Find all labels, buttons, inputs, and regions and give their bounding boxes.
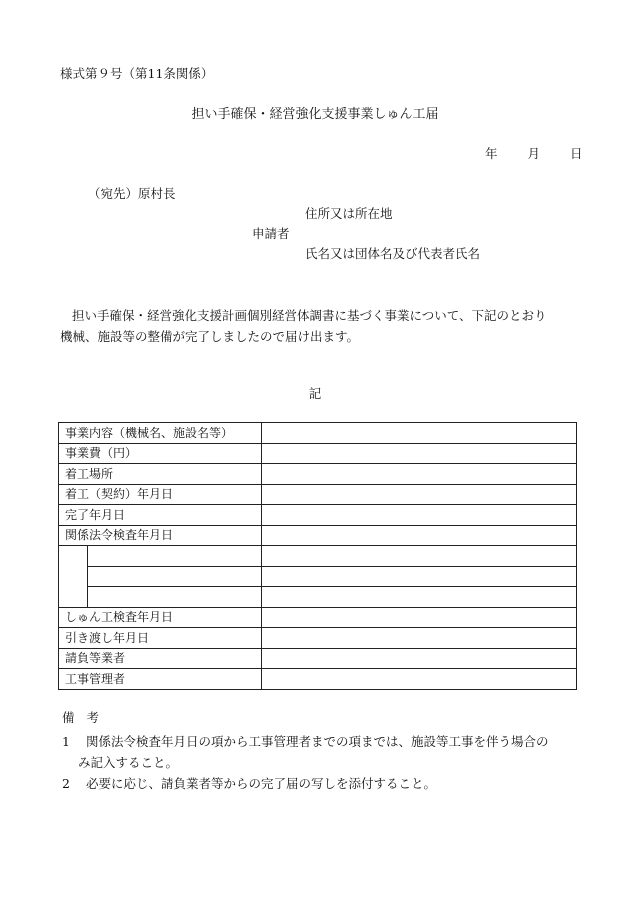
notes-title: 備考 (62, 710, 112, 725)
date-year: 年 (485, 146, 498, 161)
table-row (59, 484, 577, 505)
body-line-2: 機械、施設等の整備が完了しましたので届け出ます。 (60, 329, 360, 344)
table-row (59, 607, 577, 628)
note-text-2: 必要に応じ、請負業者等からの完了届の写しを添付すること。 (86, 776, 437, 791)
inspection-indent-cell (59, 546, 88, 608)
addressee: （宛先）原村長 (88, 186, 176, 201)
contractor-value[interactable] (262, 648, 577, 669)
start-date-value[interactable] (262, 484, 577, 505)
delivery-date-value[interactable] (262, 628, 577, 649)
applicant-address-label: 住所又は所在地 (305, 206, 393, 221)
applicant-name-label: 氏名又は団体名及び代表者氏名 (305, 246, 481, 261)
construction-site-value[interactable] (262, 464, 577, 485)
start-date-label: 着工（契約）年月日 (59, 484, 262, 505)
table-row (59, 628, 577, 649)
completion-inspection-date-value[interactable] (262, 607, 577, 628)
ki-heading: 記 (308, 386, 322, 401)
date-month: 月 (527, 146, 541, 161)
table-row (59, 587, 577, 608)
note-text-1: 関係法令検査年月日の項から工事管理者までの項までは、施設等工事を伴う場合の (86, 734, 549, 749)
note-item-2 (62, 773, 582, 794)
body-text (60, 305, 582, 347)
inspection-sub-value-2[interactable] (262, 566, 577, 587)
inspection-sub-label-2[interactable] (87, 566, 261, 587)
construction-manager-value[interactable] (262, 669, 577, 690)
construction-manager-label: 工事管理者 (59, 669, 262, 690)
table-row (59, 546, 577, 567)
table-row (59, 423, 577, 444)
note-item-1 (62, 731, 582, 773)
table-row (59, 464, 577, 485)
completion-inspection-date-label: しゅん工検査年月日 (59, 607, 262, 628)
contractor-label: 請負等業者 (59, 648, 262, 669)
table-row (59, 443, 577, 464)
note-number-2: 2 (62, 776, 70, 791)
document-title: 担い手確保・経営強化支援事業しゅん工届 (191, 107, 439, 122)
inspection-sub-value-1[interactable] (262, 546, 577, 567)
form-number: 様式第９号（第11条関係） (60, 66, 214, 81)
body-line-1: 担い手確保・経営強化支援計画個別経営体調書に基づく事業について、下記のとおり (72, 308, 547, 323)
table-row (59, 505, 577, 526)
note-number-1: 1 (62, 734, 70, 749)
applicant-label: 申請者 (252, 226, 290, 241)
inspection-date-label: 関係法令検査年月日 (59, 525, 262, 546)
inspection-sub-label-3[interactable] (87, 587, 261, 608)
inspection-sub-value-3[interactable] (262, 587, 577, 608)
note-text-1-cont: み記入すること。 (78, 755, 179, 770)
date-line (485, 148, 583, 161)
table-row (59, 648, 577, 669)
inspection-date-value[interactable] (262, 525, 577, 546)
detail-table (58, 422, 577, 690)
delivery-date-label: 引き渡し年月日 (59, 628, 262, 649)
business-content-value[interactable] (262, 423, 577, 444)
completion-date-value[interactable] (262, 505, 577, 526)
business-cost-value[interactable] (262, 443, 577, 464)
business-cost-label: 事業費（円） (59, 443, 262, 464)
date-day: 日 (570, 146, 583, 161)
table-row (59, 669, 577, 690)
business-content-label: 事業内容（機械名、施設名等） (59, 423, 262, 444)
table-row (59, 525, 577, 546)
completion-date-label: 完了年月日 (59, 505, 262, 526)
construction-site-label: 着工場所 (59, 464, 262, 485)
table-row (59, 566, 577, 587)
inspection-sub-label-1[interactable] (87, 546, 261, 567)
